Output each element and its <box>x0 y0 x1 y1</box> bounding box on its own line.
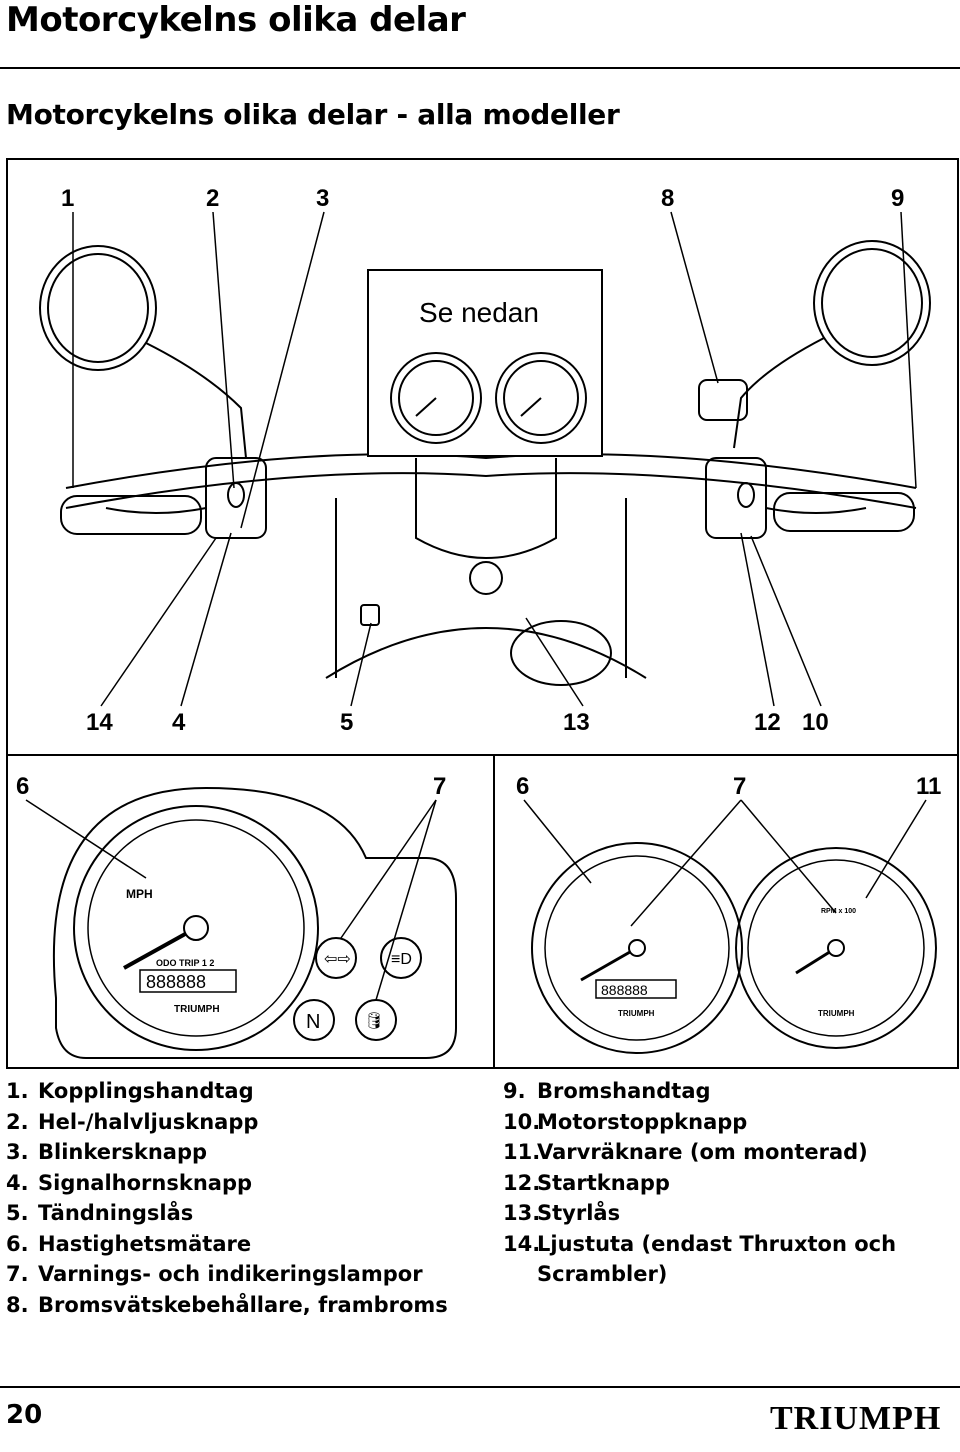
svg-text:🛢: 🛢 <box>364 1013 385 1030</box>
legend-item: 11. Varvräknare (om monterad) <box>503 1140 868 1164</box>
legend-item: 5. Tändningslås <box>6 1201 194 1225</box>
right-switch-housing <box>706 458 766 538</box>
right-mirror-icon <box>814 241 930 365</box>
legend-item: 10. Motorstoppknapp <box>503 1109 748 1134</box>
legend-item: 7. Varnings- och indikeringslampor <box>6 1262 423 1286</box>
legend-right <box>503 1076 953 1290</box>
callout-6-left: 6 <box>16 773 30 800</box>
callout-2: 2 <box>206 185 220 212</box>
page-title: Motorcykelns olika delar <box>6 0 466 40</box>
svg-text:TRIUMPH: TRIUMPH <box>618 1009 655 1018</box>
callout-14: 14 <box>86 709 113 736</box>
callout-3: 3 <box>316 185 330 212</box>
callout-8: 8 <box>661 185 675 212</box>
callout-7-right: 7 <box>733 773 747 800</box>
legend-item: 2. Hel-/halvljusknapp <box>6 1109 259 1134</box>
left-grip <box>61 496 201 534</box>
title-divider <box>0 67 960 69</box>
legend-item: 12. Startknapp <box>503 1170 670 1195</box>
callout-7-left: 7 <box>433 773 447 800</box>
legend-item: 8. Bromsvätskebehållare, frambroms <box>6 1292 448 1317</box>
callout-6-right: 6 <box>516 773 530 800</box>
section-title: Motorcykelns olika delar - alla modeller <box>6 98 620 131</box>
svg-text:MPH: MPH <box>126 887 153 901</box>
legend-item: 14. Ljustuta (endast Thruxton och <box>503 1231 897 1256</box>
speedometer-brand: TRIUMPH <box>174 1004 220 1015</box>
callout-4: 4 <box>172 709 186 736</box>
odometer-digits: 888888 <box>146 972 207 992</box>
page-number: 20 <box>6 1400 43 1430</box>
callout-1: 1 <box>61 185 75 212</box>
legend-item: 1. Kopplingshandtag <box>6 1079 254 1103</box>
tank-cap <box>511 621 611 685</box>
legend-item: 4. Signalhornsknapp <box>6 1170 253 1195</box>
legend-item: 6. Hastighetsmätare <box>6 1231 252 1256</box>
callout-13: 13 <box>563 709 590 736</box>
svg-text:N: N <box>306 1011 321 1033</box>
instrument-panel-right <box>516 773 941 1053</box>
ignition-lock <box>361 605 379 625</box>
footer-divider <box>0 1386 960 1388</box>
speedometer-panel-left <box>16 773 456 1058</box>
svg-text:≡D: ≡D <box>391 951 412 968</box>
callout-10: 10 <box>802 709 829 736</box>
inset-label: Se nedan <box>419 297 539 328</box>
legend-left <box>6 1076 486 1320</box>
callout-9: 9 <box>891 185 905 212</box>
svg-text:RPM x 100: RPM x 100 <box>821 908 857 915</box>
callout-12: 12 <box>754 709 781 736</box>
motorcycle-parts-diagram <box>6 158 960 1070</box>
svg-text:TRIUMPH: TRIUMPH <box>818 1009 855 1018</box>
svg-text:888888: 888888 <box>601 982 648 998</box>
triumph-logo: TRIUMPH <box>770 1400 942 1437</box>
legend-item: 3. Blinkersknapp <box>6 1140 208 1164</box>
left-mirror-icon <box>40 246 156 370</box>
callout-5: 5 <box>340 709 354 736</box>
legend-item: Scrambler) <box>537 1262 668 1286</box>
svg-text:ODO TRIP 1 2: ODO TRIP 1 2 <box>156 958 215 968</box>
svg-text:⇦⇨: ⇦⇨ <box>324 951 351 968</box>
callout-11: 11 <box>916 773 942 800</box>
legend-item: 13. Styrlås <box>503 1201 621 1225</box>
legend-item: 9. Bromshandtag <box>503 1079 711 1103</box>
